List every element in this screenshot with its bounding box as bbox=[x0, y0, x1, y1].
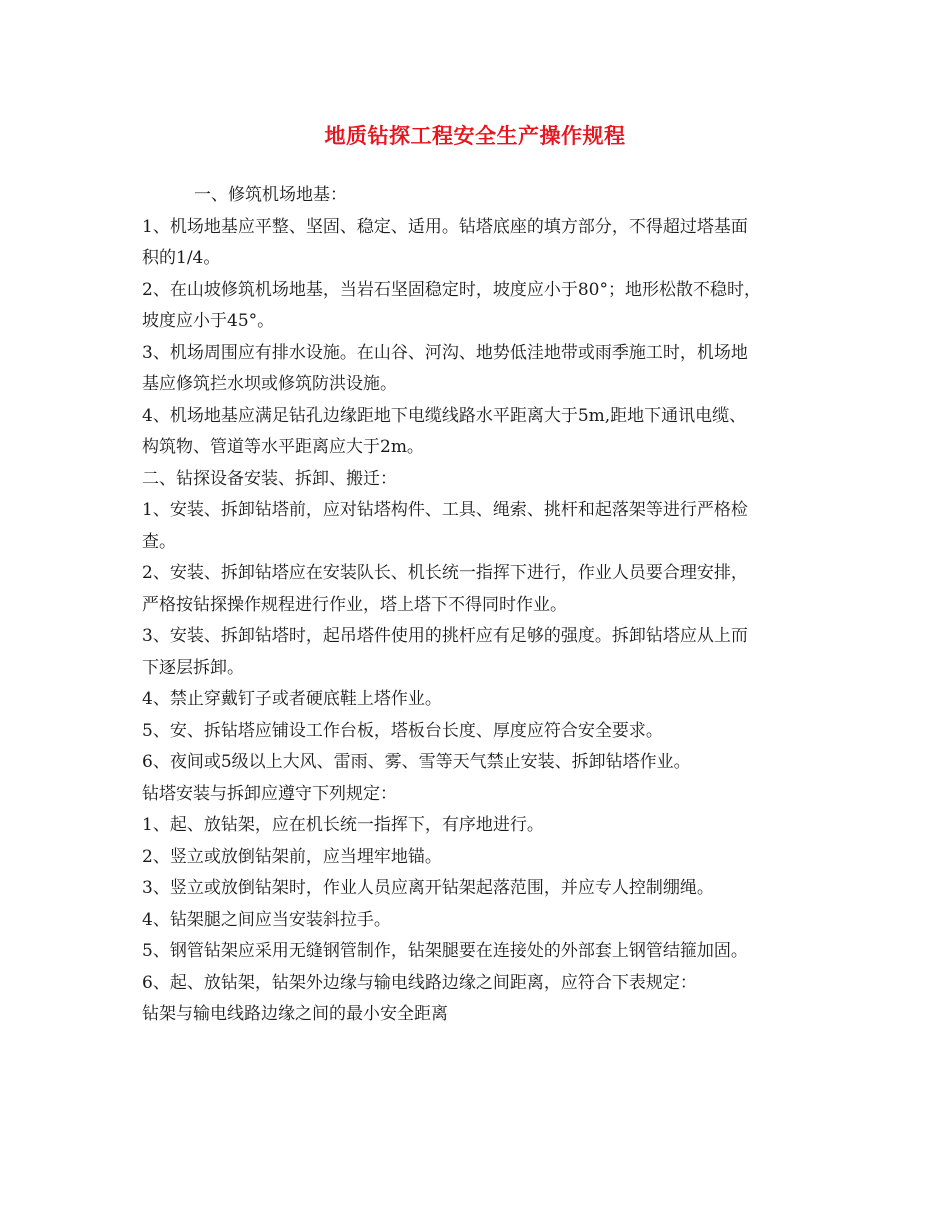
document-title: 地质钻探工程安全生产操作规程 bbox=[324, 124, 626, 148]
table-caption: 钻架与输电线路边缘之间的最小安全距离 bbox=[142, 1004, 448, 1024]
section-heading: 二、钻探设备安装、拆卸、搬迁： bbox=[142, 468, 397, 489]
paragraph-line: 2、安装、拆卸钻塔应在安装队长、机长统一指挥下进行，作业人员要合理安排， bbox=[142, 563, 748, 583]
paragraph-line: 3、机场周围应有排水设施。在山谷、河沟、地势低洼地带或雨季施工时，机场地 bbox=[142, 342, 748, 363]
paragraph-line: 6、夜间或5级以上大风、雷雨、雾、雪等天气禁止安装、拆卸钻塔作业。 bbox=[142, 752, 691, 772]
paragraph-line: 4、禁止穿戴钉子或者硬底鞋上塔作业。 bbox=[142, 689, 442, 709]
paragraph-line: 4、机场地基应满足钻孔边缘距地下电缆线路水平距离大于5m,距地下通讯电缆、 bbox=[142, 405, 747, 426]
paragraph-line: 查。 bbox=[142, 531, 176, 552]
paragraph-line: 3、安装、拆卸钻塔时，起吊塔件使用的挑杆应有足够的强度。拆卸钻塔应从上而 bbox=[142, 626, 748, 646]
paragraph-line: 6、起、放钻架，钻架外边缘与输电线路边缘之间距离，应符合下表规定： bbox=[142, 972, 697, 993]
paragraph-line: 下逐层拆卸。 bbox=[142, 657, 244, 678]
paragraph-line: 基应修筑拦水坝或修筑防洪设施。 bbox=[142, 374, 397, 394]
paragraph-line: 坡度应小于45°。 bbox=[142, 311, 275, 331]
paragraph-line: 5、钢管钻架应采用无缝钢管制作，钻架腿要在连接处的外部套上钢管结箍加固。 bbox=[142, 941, 748, 961]
paragraph-line: 1、机场地基应平整、坚固、稳定、适用。钻塔底座的填方部分，不得超过塔基面 bbox=[142, 216, 748, 237]
paragraph-line: 3、竖立或放倒钻架时，作业人员应离开钻架起落范围，并应专人控制绷绳。 bbox=[142, 878, 714, 898]
paragraph-line: 5、安、拆钻塔应铺设工作台板，塔板台长度、厚度应符合安全要求。 bbox=[142, 720, 663, 741]
paragraph-line: 严格按钻探操作规程进行作业，塔上塔下不得同时作业。 bbox=[142, 594, 567, 615]
document-body bbox=[142, 180, 822, 1031]
paragraph-line: 1、安装、拆卸钻塔前，应对钻塔构件、工具、绳索、挑杆和起落架等进行严格检 bbox=[142, 500, 748, 520]
subsection-heading: 钻塔安装与拆卸应遵守下列规定： bbox=[142, 783, 397, 804]
paragraph-line: 1、起、放钻架，应在机长统一指挥下，有序地进行。 bbox=[142, 815, 544, 835]
paragraph-line: 积的1/4。 bbox=[142, 248, 221, 268]
paragraph-line: 4、钻架腿之间应当安装斜拉手。 bbox=[142, 909, 391, 930]
paragraph-line: 构筑物、管道等水平距离应大于2m。 bbox=[142, 437, 424, 457]
section-heading: 一、修筑机场地基： bbox=[194, 185, 347, 205]
paragraph-line: 2、竖立或放倒钻架前，应当埋牢地锚。 bbox=[142, 846, 442, 867]
paragraph-line: 2、在山坡修筑机场地基，当岩石坚固稳定时，坡度应小于80°；地形松散不稳时， bbox=[142, 279, 761, 300]
